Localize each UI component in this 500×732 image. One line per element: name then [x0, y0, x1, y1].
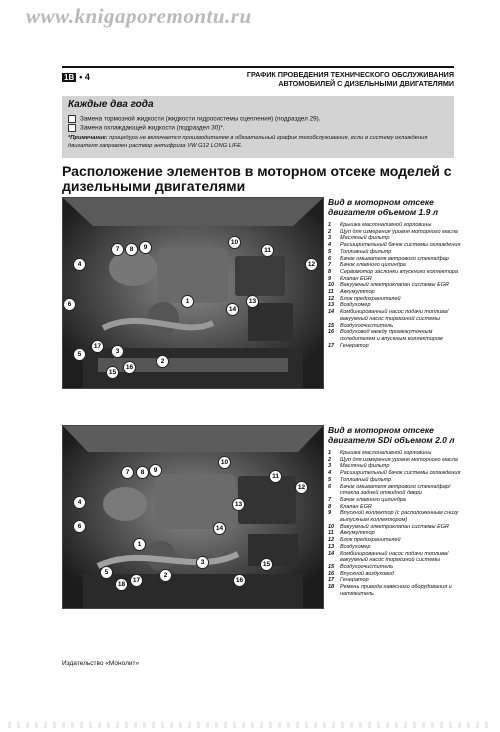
- legend-text: Воздухомер: [340, 543, 371, 550]
- engine-photo-2: [62, 425, 324, 609]
- schedule-item: [68, 115, 320, 123]
- callout-marker: 5: [73, 348, 86, 361]
- fig2-title: Вид в моторном отсеке двигателя SDi объемом 2.0 л: [328, 425, 455, 445]
- page-edge-decoration: [8, 722, 492, 728]
- legend-item: [328, 249, 468, 256]
- callout-marker: 1: [181, 295, 194, 308]
- callout-marker: 3: [196, 556, 209, 569]
- checkbox-icon: [68, 115, 76, 123]
- legend-number: 16: [328, 570, 335, 577]
- legend-number: 5: [328, 248, 332, 255]
- callout-marker: 8: [136, 466, 149, 479]
- legend-item: [328, 551, 468, 564]
- legend-number: 18: [328, 584, 335, 591]
- legend-item: [328, 282, 468, 289]
- legend-item: [328, 497, 468, 504]
- schedule-item-text: Замена тормозной жидкости (жидкости гидросистемы сцепления) (подраздел 29).: [80, 115, 321, 123]
- page-num: • 4: [79, 72, 90, 82]
- legend-number: 16: [328, 329, 335, 336]
- legend-item: [328, 484, 468, 497]
- legend-text: Топливный фильтр: [340, 476, 392, 483]
- legend-text: Крышка маслоналивной горловины: [340, 450, 432, 456]
- legend-text: Впускной воздуховод: [340, 570, 395, 577]
- callout-marker: 18: [115, 578, 128, 591]
- legend-text: Вакуумный электроклапан системы EGR: [340, 523, 450, 530]
- callout-marker: 9: [149, 464, 162, 477]
- legend-text: Впускной коллектор (с расположенным снизу выпускным коллектором): [340, 510, 459, 524]
- legend-number: 11: [328, 289, 334, 296]
- legend-text: Бачок главного цилиндра: [340, 496, 406, 503]
- legend-item: [328, 571, 468, 578]
- callout-marker: 2: [159, 569, 172, 582]
- legend-text: Воздухомер: [340, 302, 371, 309]
- legend-item: [328, 524, 468, 531]
- legend-text: Воздухоочиститель: [340, 563, 394, 570]
- schedule-note: [68, 134, 448, 150]
- legend-text: Аккумулятор: [340, 289, 375, 296]
- legend-text: Масляный фильтр: [340, 235, 390, 242]
- publisher-footer: Издательство «Монолит»: [62, 660, 140, 667]
- callout-marker: 16: [233, 574, 246, 587]
- legend-item: [328, 470, 468, 477]
- legend-text: Вакуумный электроклапан системы EGR: [340, 282, 450, 289]
- engine-photo-1-image: [63, 198, 323, 388]
- schedule-heading: Каждые два года: [68, 99, 154, 110]
- legend-number: 9: [328, 510, 332, 517]
- legend-text: Блок предохранителей: [340, 295, 401, 302]
- legend-item: [328, 544, 468, 551]
- legend-number: 2: [328, 456, 332, 463]
- legend-number: 17: [328, 577, 335, 584]
- legend-number: 8: [328, 268, 332, 275]
- callout-marker: 2: [156, 355, 169, 368]
- legend-item: [328, 296, 468, 303]
- fig1-title: Вид в моторном отсеке двигателя объемом 1.9 л: [328, 197, 439, 217]
- legend-item: [328, 537, 468, 544]
- chapter-badge: 1B: [64, 73, 75, 82]
- callout-marker: 11: [261, 244, 274, 257]
- legend-number: 1: [328, 222, 332, 228]
- callout-marker: 15: [260, 558, 273, 571]
- legend-number: 12: [328, 537, 335, 544]
- legend-item: [328, 262, 468, 269]
- legend-text: Воздухоочиститель: [340, 322, 394, 329]
- legend-number: 5: [328, 476, 332, 483]
- legend-text: Бачок главного цилиндра: [340, 262, 406, 269]
- legend-number: 3: [328, 463, 332, 470]
- engine-photo-1: [62, 197, 324, 389]
- callout-marker: 13: [246, 295, 259, 308]
- callout-marker: 6: [63, 298, 76, 311]
- legend-text: Клапан EGR: [340, 275, 372, 282]
- legend-item: [328, 222, 468, 229]
- callout-marker: 13: [232, 498, 245, 511]
- callout-marker: 14: [226, 303, 239, 316]
- legend-number: 4: [328, 242, 332, 249]
- schedule-item-text: Замена охлаждающей жидкости (подраздел 30)*.: [80, 124, 225, 132]
- section-title: Расположение элементов в моторном отсеке моделей с дизельными двигателями: [62, 163, 452, 194]
- header-title: [214, 70, 454, 88]
- legend-number: 6: [328, 255, 332, 262]
- legend-number: 10: [328, 523, 335, 530]
- header-title-line2: АВТОМОБИЛЕЙ С ДИЗЕЛЬНЫМИ ДВИГАТЕЛЯМИ: [278, 79, 454, 88]
- legend-item: [328, 242, 468, 249]
- legend-item: [328, 323, 468, 330]
- legend-text: Сервомотор заслонки впускного коллектора: [340, 268, 459, 275]
- legend-number: 6: [328, 483, 332, 490]
- page-number: [62, 72, 90, 82]
- legend-text: Расширительный бачок системы охлаждения: [340, 470, 461, 477]
- legend-text: Щуп для измерения уровня моторного масла: [340, 228, 458, 235]
- callout-marker: 17: [130, 574, 143, 587]
- callout-marker: 10: [228, 236, 241, 249]
- engine-photo-2-image: [63, 426, 323, 608]
- callout-marker: 12: [295, 481, 308, 494]
- legend-item: [328, 329, 468, 342]
- callout-marker: 4: [73, 496, 86, 509]
- legend-number: 17: [328, 342, 335, 349]
- callout-marker: 1: [133, 538, 146, 551]
- checkbox-icon: [68, 124, 76, 132]
- legend-text: Комбинированный насос подачи топлива/вакуумный насос тормозной системы: [340, 550, 449, 564]
- callout-marker: 4: [73, 258, 86, 271]
- legend-text: Топливный фильтр: [340, 248, 392, 255]
- callout-marker: 8: [125, 243, 138, 256]
- legend-number: 7: [328, 496, 332, 503]
- legend-text: Генератор: [340, 577, 369, 584]
- legend-text: Клапан EGR: [340, 503, 372, 510]
- legend-text: Бачок омывателя ветрового стекла/фар/стекла задней откидной двери: [340, 483, 451, 497]
- legend-number: 2: [328, 228, 332, 235]
- legend-text: Воздуховод между промежуточным охладителем и впускным коллектором: [340, 329, 443, 342]
- legend-text: Ремень привода навесного оборудования и натяжитель: [340, 584, 452, 597]
- legend-item: [328, 269, 468, 276]
- legend-number: 8: [328, 503, 332, 510]
- legend-text: Масляный фильтр: [340, 463, 390, 470]
- header-title-line1: ГРАФИК ПРОВЕДЕНИЯ ТЕХНИЧЕСКОГО ОБСЛУЖИВАНИЯ: [246, 70, 454, 79]
- legend-number: 4: [328, 470, 332, 477]
- legend-number: 12: [328, 295, 335, 302]
- callout-marker: 7: [111, 243, 124, 256]
- legend-number: 3: [328, 235, 332, 242]
- legend-item: [328, 577, 468, 584]
- callout-marker: 12: [305, 258, 318, 271]
- legend-text: Щуп для измерения уровня моторного масла: [340, 456, 458, 463]
- legend-number: 13: [328, 543, 335, 550]
- callout-marker: 7: [121, 466, 134, 479]
- callout-marker: 3: [111, 345, 124, 358]
- legend-number: 1: [328, 450, 332, 456]
- fig1-legend: [328, 222, 468, 349]
- legend-text: Комбинированный насос подачи топлива/вакуумный насос тормозной системы: [340, 309, 449, 322]
- legend-item: [328, 564, 468, 571]
- legend-number: 7: [328, 262, 332, 269]
- legend-item: [328, 477, 468, 484]
- callout-marker: 10: [218, 456, 231, 469]
- legend-number: 10: [328, 282, 335, 289]
- legend-text: Генератор: [340, 342, 369, 349]
- callout-marker: 14: [213, 522, 226, 535]
- note-label: *Примечание:: [68, 135, 108, 141]
- legend-number: 15: [328, 563, 335, 570]
- legend-number: 11: [328, 530, 334, 537]
- legend-text: Расширительный бачок системы охлаждения: [340, 242, 461, 249]
- legend-item: [328, 510, 468, 523]
- fig2-caption: [328, 425, 468, 597]
- legend-item: [328, 289, 468, 296]
- callout-marker: 6: [73, 520, 86, 533]
- callout-marker: 9: [139, 241, 152, 254]
- legend-number: 14: [328, 550, 335, 557]
- legend-text: Блок предохранителей: [340, 537, 401, 544]
- legend-item: [328, 309, 468, 322]
- schedule-item: [68, 124, 225, 132]
- schedule-box: [62, 96, 454, 158]
- legend-text: Бачок омывателя ветрового стекла/фар: [340, 255, 449, 262]
- callout-marker: 15: [106, 366, 119, 379]
- callout-marker: 17: [91, 340, 104, 353]
- legend-number: 13: [328, 302, 335, 309]
- legend-item: [328, 256, 468, 263]
- watermark: www.knigaporemontu.ru: [26, 4, 252, 28]
- legend-item: [328, 450, 468, 457]
- legend-item: [328, 584, 468, 597]
- callout-marker: 11: [269, 470, 282, 483]
- legend-number: 9: [328, 275, 332, 282]
- legend-text: Крышка маслоналивной горловины: [340, 222, 432, 228]
- legend-text: Аккумулятор: [340, 530, 375, 537]
- callout-marker: 16: [123, 361, 136, 374]
- note-text: процедура не включается производителем в обязательный график техобслуживания, если в систему охлаждения двигателя заправлен раствор антифриза VW G12 LONG LIFE.: [68, 135, 428, 149]
- legend-number: 14: [328, 309, 335, 316]
- legend-item: [328, 343, 468, 350]
- fig1-caption: [328, 197, 468, 349]
- fig2-legend: [328, 450, 468, 597]
- callout-marker: 5: [100, 566, 113, 579]
- legend-number: 15: [328, 322, 335, 329]
- page-header: [62, 66, 454, 90]
